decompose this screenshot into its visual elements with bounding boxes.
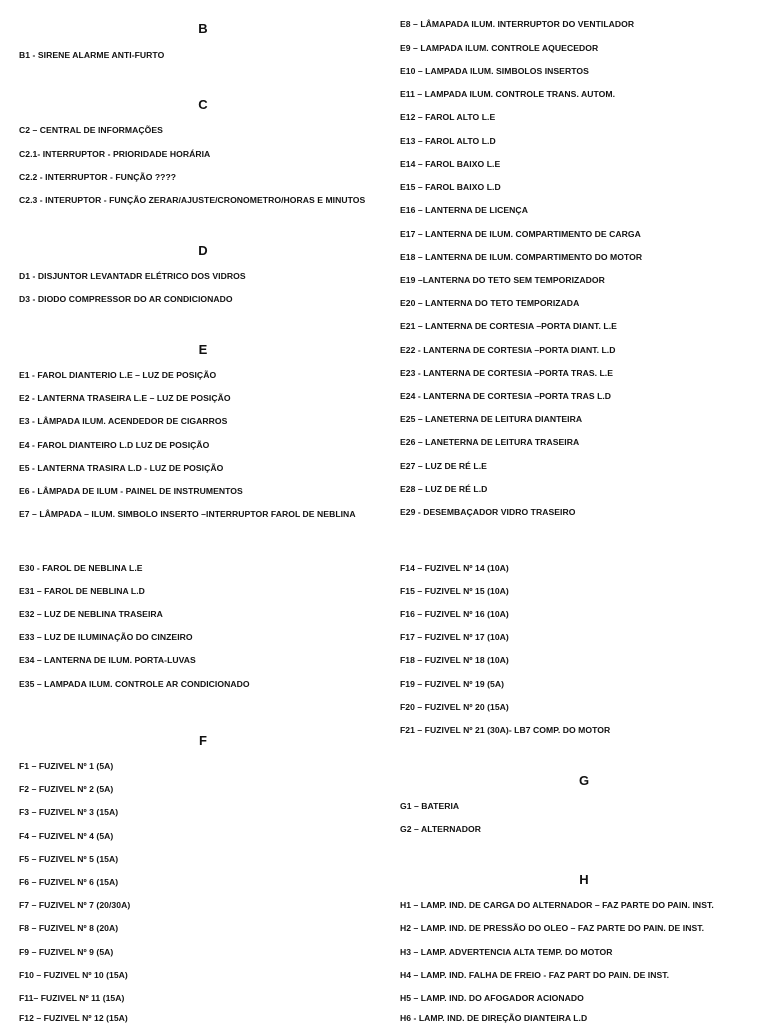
list-item: E25 – LANETERNA DE LEITURA DIANTEIRA	[400, 414, 583, 424]
section-heading-f: F	[199, 733, 207, 748]
list-item: E24 - LANTERNA DE CORTESIA –PORTA TRAS L.D	[400, 391, 612, 401]
section-heading-c: C	[198, 97, 208, 112]
list-item: E26 – LANETERNA DE LEITURA TRASEIRA	[400, 437, 580, 447]
list-item: E34 – LANTERNA DE ILUM. PORTA-LUVAS	[19, 655, 196, 665]
list-item: E13 – FAROL ALTO L.D	[400, 136, 496, 146]
list-item: E17 – LANTERNA DE ILUM. COMPARTIMENTO DE CARGA	[400, 229, 641, 239]
list-item: F21 – FUZIVEL Nº 21 (30A)- LB7 COMP. DO MOTOR	[400, 725, 611, 735]
list-item: F2 – FUZIVEL Nº 2 (5A)	[19, 784, 114, 794]
list-item: E6 - LÂMPADA DE ILUM - PAINEL DE INSTRUMENTOS	[19, 486, 243, 496]
list-item: F15 – FUZIVEL Nº 15 (10A)	[400, 586, 509, 596]
list-item: E31 – FAROL DE NEBLINA L.D	[19, 586, 145, 596]
list-item: F8 – FUZIVEL Nº 8 (20A)	[19, 923, 119, 933]
list-item: E33 – LUZ DE ILUMINAÇÃO DO CINZEIRO	[19, 632, 193, 642]
list-item: E18 – LANTERNA DE ILUM. COMPARTIMENTO DO MOTOR	[400, 252, 643, 262]
list-item: F17 – FUZIVEL Nº 17 (10A)	[400, 632, 509, 642]
list-item: F14 – FUZIVEL Nº 14 (10A)	[400, 563, 509, 573]
list-item: D3 - DIODO COMPRESSOR DO AR CONDICIONADO	[19, 294, 233, 304]
list-item: E4 - FAROL DIANTEIRO L.D LUZ DE POSIÇÃO	[19, 440, 210, 450]
section-heading-g: G	[578, 773, 590, 788]
list-item: F7 – FUZIVEL Nº 7 (20/30A)	[19, 900, 131, 910]
list-item: E7 – LÂMPADA – ILUM. SIMBOLO INSERTO –INTERRUPTOR FAROL DE NEBLINA	[19, 509, 356, 519]
list-item: E22 - LANTERNA DE CORTESIA –PORTA DIANT. L.D	[400, 345, 616, 355]
list-item: E30 - FAROL DE NEBLINA L.E	[19, 563, 143, 573]
list-item: E15 – FAROL BAIXO L.D	[400, 182, 501, 192]
list-item: E35 – LAMPADA ILUM. CONTROLE AR CONDICIONADO	[19, 679, 250, 689]
list-item: G1 – BATERIA	[400, 801, 460, 811]
list-item: E10 – LAMPADA ILUM. SIMBOLOS INSERTOS	[400, 66, 589, 76]
list-item: E28 – LUZ DE RÉ L.D	[400, 484, 488, 494]
section-heading-e: E	[198, 342, 208, 357]
list-item: F19 – FUZIVEL Nº 19 (5A)	[400, 679, 504, 689]
list-item: H2 – LAMP. IND. DE PRESSÃO DO OLEO – FAZ PARTE DO PAIN. DE INST.	[400, 923, 705, 933]
list-item: C2.2 - INTERRUPTOR - FUNÇÃO ????	[19, 172, 177, 182]
list-item: F4 – FUZIVEL Nº 4 (5A)	[19, 831, 114, 841]
list-item: E29 - DESEMBAÇADOR VIDRO TRASEIRO	[400, 507, 576, 517]
list-item: E2 - LANTERNA TRASEIRA L.E – LUZ DE POSIÇÃO	[19, 393, 231, 403]
list-item: E23 - LANTERNA DE CORTESIA –PORTA TRAS. L.E	[400, 368, 614, 378]
list-item: E16 – LANTERNA DE LICENÇA	[400, 205, 528, 215]
list-item: F16 – FUZIVEL Nº 16 (10A)	[400, 609, 509, 619]
list-item: E19 –LANTERNA DO TETO SEM TEMPORIZADOR	[400, 275, 605, 285]
list-item: F5 – FUZIVEL Nº 5 (15A)	[19, 854, 119, 864]
list-item: F6 – FUZIVEL Nº 6 (15A)	[19, 877, 119, 887]
list-item: D1 - DISJUNTOR LEVANTADR ELÉTRICO DOS VIDROS	[19, 271, 246, 281]
list-item: H6 - LAMP. IND. DE DIREÇÃO DIANTEIRA L.D	[400, 1013, 588, 1023]
list-item: E11 – LAMPADA ILUM. CONTROLE TRANS. AUTOM.	[400, 89, 616, 99]
list-item: C2 – CENTRAL DE INFORMAÇÕES	[19, 125, 163, 135]
list-item: F9 – FUZIVEL Nº 9 (5A)	[19, 947, 114, 957]
list-item: E9 – LAMPADA ILUM. CONTROLE AQUECEDOR	[400, 43, 599, 53]
section-heading-b: B	[198, 21, 208, 36]
list-item: E12 – FAROL ALTO L.E	[400, 112, 496, 122]
section-heading-d: D	[198, 243, 208, 258]
list-item: E21 – LANTERNA DE CORTESIA –PORTA DIANT. L.E	[400, 321, 617, 331]
list-item: F3 – FUZIVEL Nº 3 (15A)	[19, 807, 119, 817]
list-item: G2 – ALTERNADOR	[400, 824, 481, 834]
list-item: E8 – LÂMAPADA ILUM. INTERRUPTOR DO VENTILADOR	[400, 19, 635, 29]
list-item: H5 – LAMP. IND. DO AFOGADOR ACIONADO	[400, 993, 584, 1003]
list-item: F1 – FUZIVEL Nº 1 (5A)	[19, 761, 114, 771]
list-item: H3 – LAMP. ADVERTENCIA ALTA TEMP. DO MOTOR	[400, 947, 613, 957]
list-item: F10 – FUZIVEL Nº 10 (15A)	[19, 970, 128, 980]
list-item: F11– FUZIVEL Nº 11 (15A)	[19, 993, 125, 1003]
list-item: H4 – LAMP. IND. FALHA DE FREIO - FAZ PART DO PAIN. DE INST.	[400, 970, 670, 980]
list-item: H1 – LAMP. IND. DE CARGA DO ALTERNADOR – FAZ PARTE DO PAIN. INST.	[400, 900, 714, 910]
list-item: E32 – LUZ DE NEBLINA TRASEIRA	[19, 609, 163, 619]
list-item: F12 – FUZIVEL Nº 12 (15A)	[19, 1013, 128, 1023]
list-item: E20 – LANTERNA DO TETO TEMPORIZADA	[400, 298, 580, 308]
list-item: B1 - SIRENE ALARME ANTI-FURTO	[19, 50, 165, 60]
list-item: E5 - LANTERNA TRASIRA L.D - LUZ DE POSIÇÃO	[19, 463, 224, 473]
list-item: E14 – FAROL BAIXO L.E	[400, 159, 501, 169]
section-heading-h: H	[579, 872, 589, 887]
list-item: F18 – FUZIVEL Nº 18 (10A)	[400, 655, 509, 665]
list-item: F20 – FUZIVEL Nº 20 (15A)	[400, 702, 509, 712]
list-item: C2.3 - INTERUPTOR - FUNÇÃO ZERAR/AJUSTE/CRONOMETRO/HORAS E MINUTOS	[19, 195, 366, 205]
list-item: E27 – LUZ DE RÉ L.E	[400, 461, 487, 471]
list-item: E3 - LÂMPADA ILUM. ACENDEDOR DE CIGARROS	[19, 416, 228, 426]
list-item: C2.1- INTERRUPTOR - PRIORIDADE HORÁRIA	[19, 149, 211, 159]
list-item: E1 - FAROL DIANTERIO L.E – LUZ DE POSIÇÃO	[19, 370, 217, 380]
